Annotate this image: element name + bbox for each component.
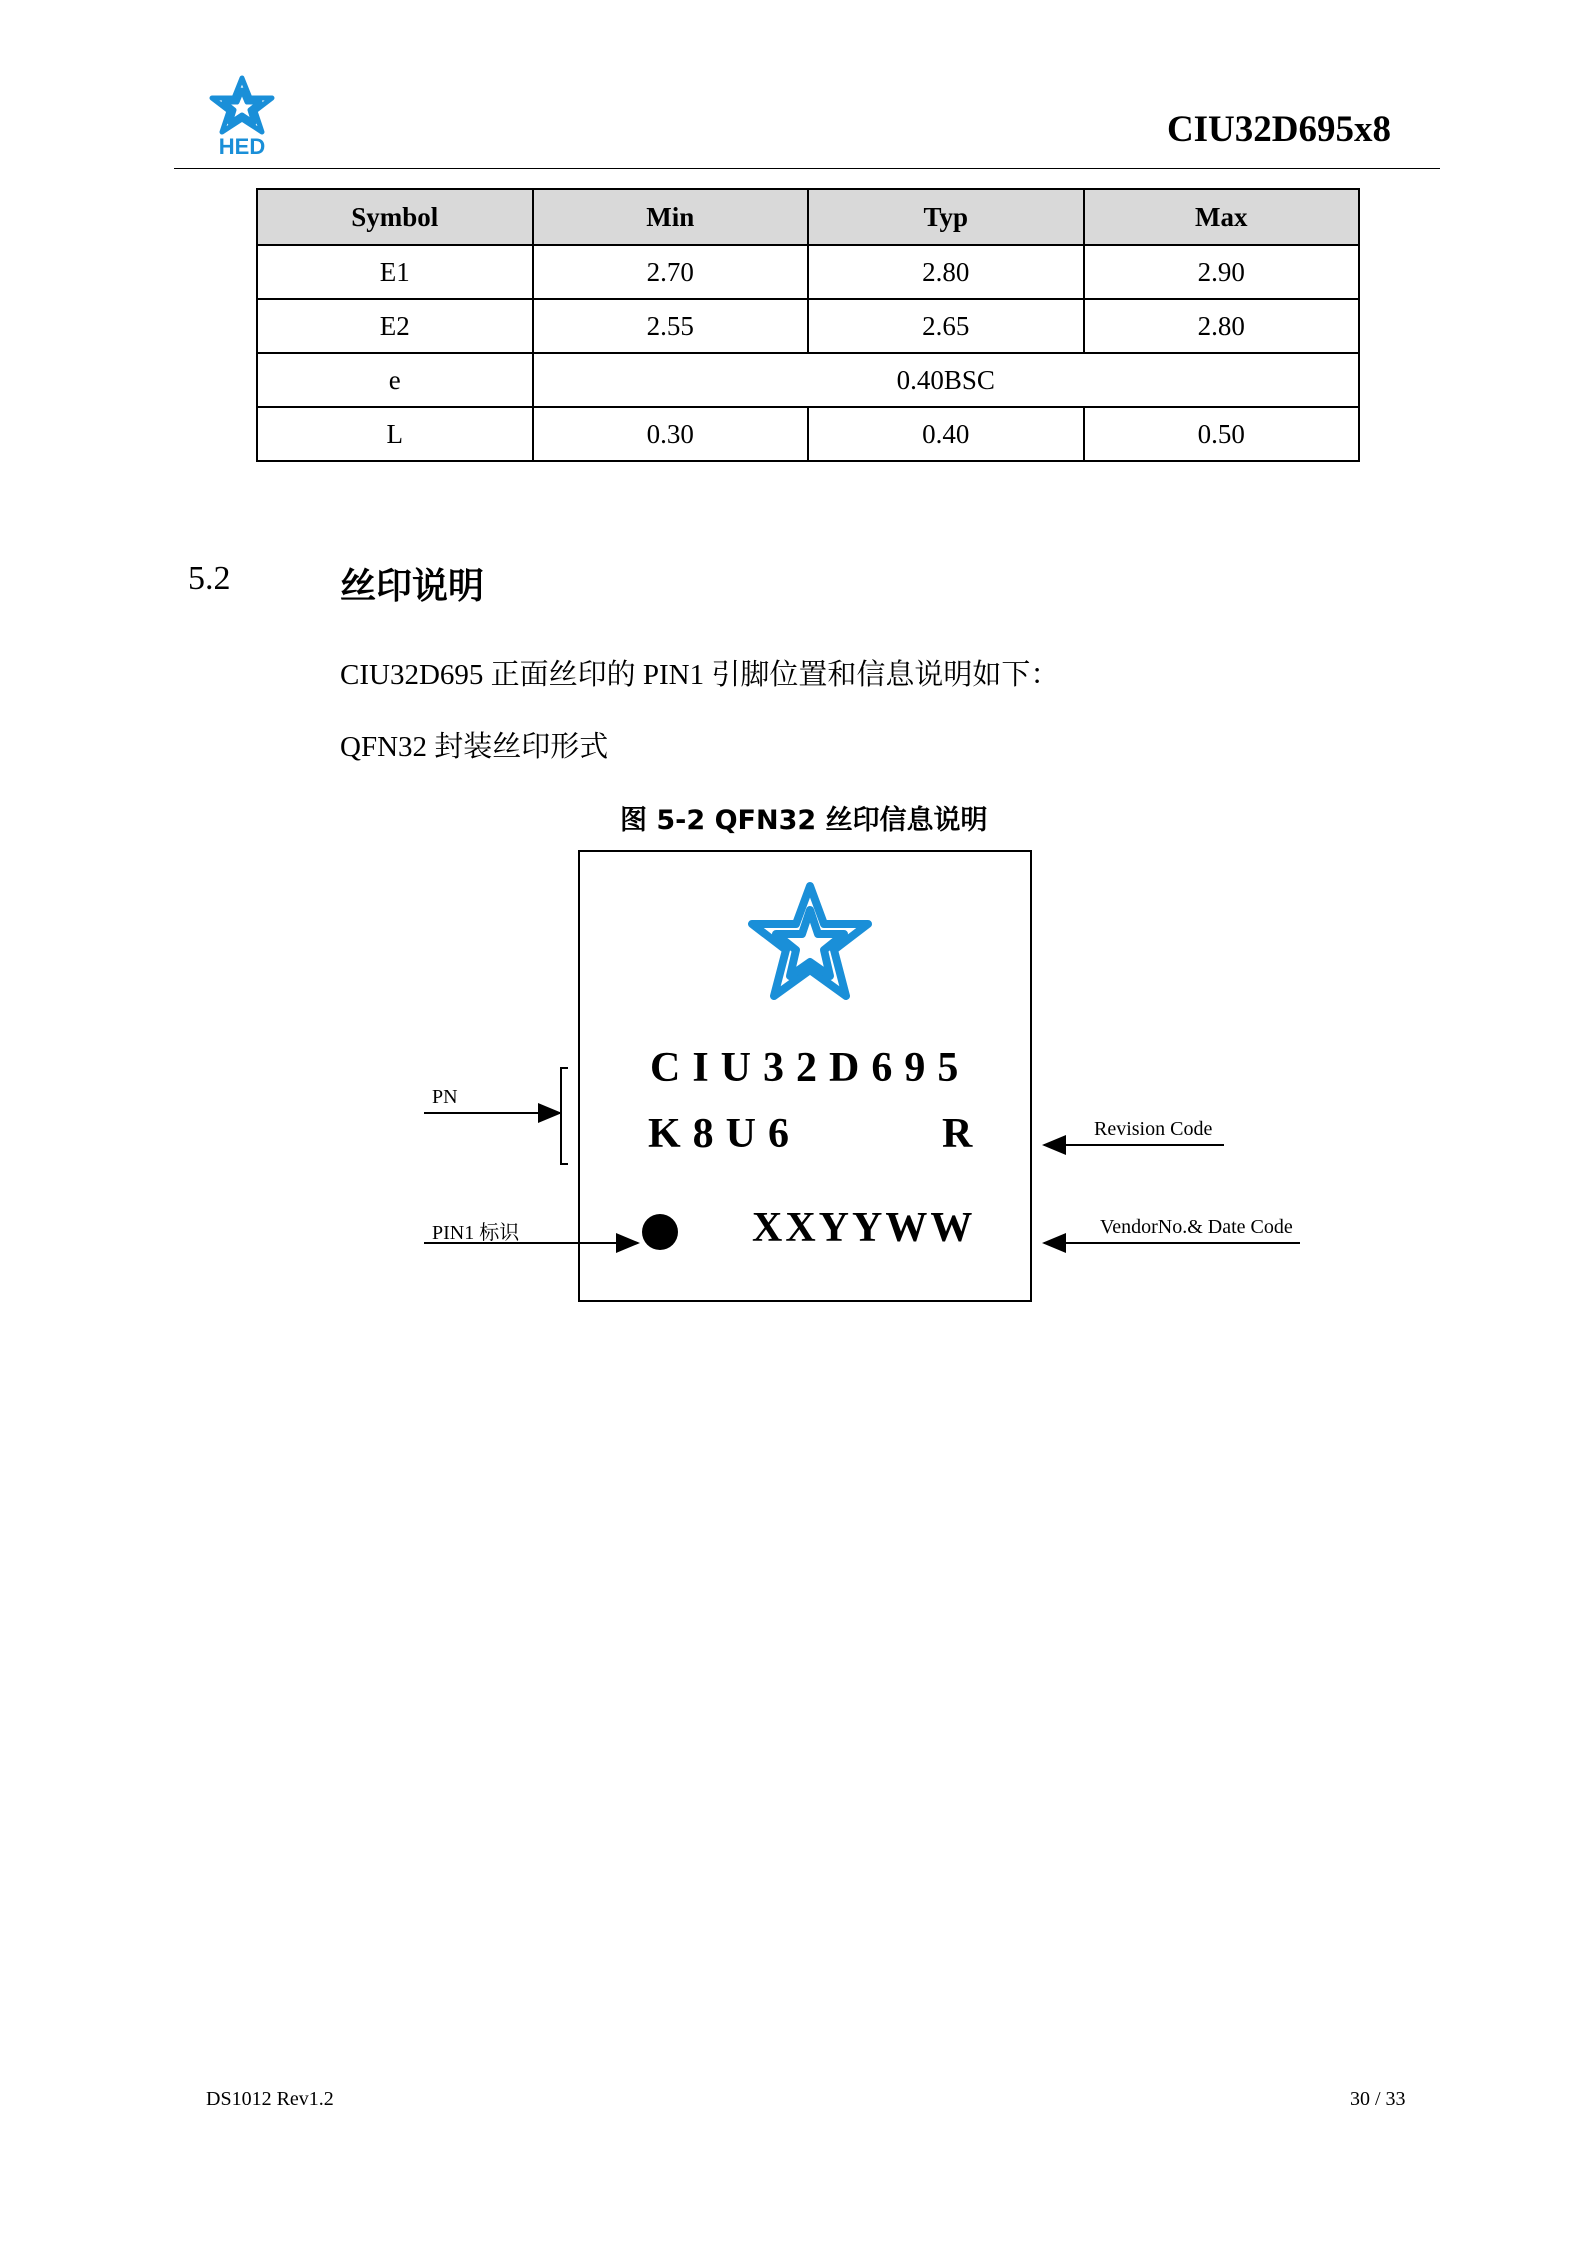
section-paragraph: QFN32 封装丝印形式 [340, 731, 609, 763]
label-revision-code: Revision Code [1094, 1118, 1213, 1140]
pn-bracket [561, 1068, 568, 1164]
cell-symbol: E2 [257, 299, 533, 353]
header-symbol: Symbol [257, 189, 533, 245]
marking-package-code: K8U6 [648, 1111, 801, 1157]
cell-max: 2.80 [1084, 299, 1360, 353]
cell-min: 2.55 [533, 299, 809, 353]
cell-typ: 0.40 [808, 407, 1084, 461]
footer-doc-id: DS1012 Rev1.2 [206, 2088, 334, 2110]
marking-revision: R [942, 1111, 973, 1157]
footer-page-number: 30 / 33 [1350, 2088, 1406, 2110]
logo-text: HED [218, 134, 266, 156]
cell-symbol: e [257, 353, 533, 407]
cell-typ: 2.65 [808, 299, 1084, 353]
cell-symbol: E1 [257, 245, 533, 299]
figure-caption: 图 5-2 QFN32 丝印信息说明 [620, 805, 988, 836]
marking-date-code: XXYYWW [752, 1205, 976, 1251]
cell-merged: 0.40BSC [533, 353, 1360, 407]
marking-part-number: CIU32D695 [650, 1045, 971, 1091]
cell-max: 2.90 [1084, 245, 1360, 299]
cell-min: 2.70 [533, 245, 809, 299]
document-title: CIU32D695x8 [1166, 109, 1391, 150]
cell-symbol: L [257, 407, 533, 461]
section-title: 丝印说明 [340, 566, 485, 607]
header-typ: Typ [808, 189, 1084, 245]
label-pn: PN [432, 1086, 458, 1108]
section-paragraph: CIU32D695 正面丝印的 PIN1 引脚位置和信息说明如下： [340, 659, 1060, 691]
section-number: 5.2 [188, 560, 231, 597]
cell-min: 0.30 [533, 407, 809, 461]
label-vendor-date-code: VendorNo.& Date Code [1100, 1216, 1293, 1238]
cell-max: 0.50 [1084, 407, 1360, 461]
cell-typ: 2.80 [808, 245, 1084, 299]
header-max: Max [1084, 189, 1360, 245]
header-min: Min [533, 189, 809, 245]
label-pin1: PIN1 标识 [432, 1222, 520, 1244]
